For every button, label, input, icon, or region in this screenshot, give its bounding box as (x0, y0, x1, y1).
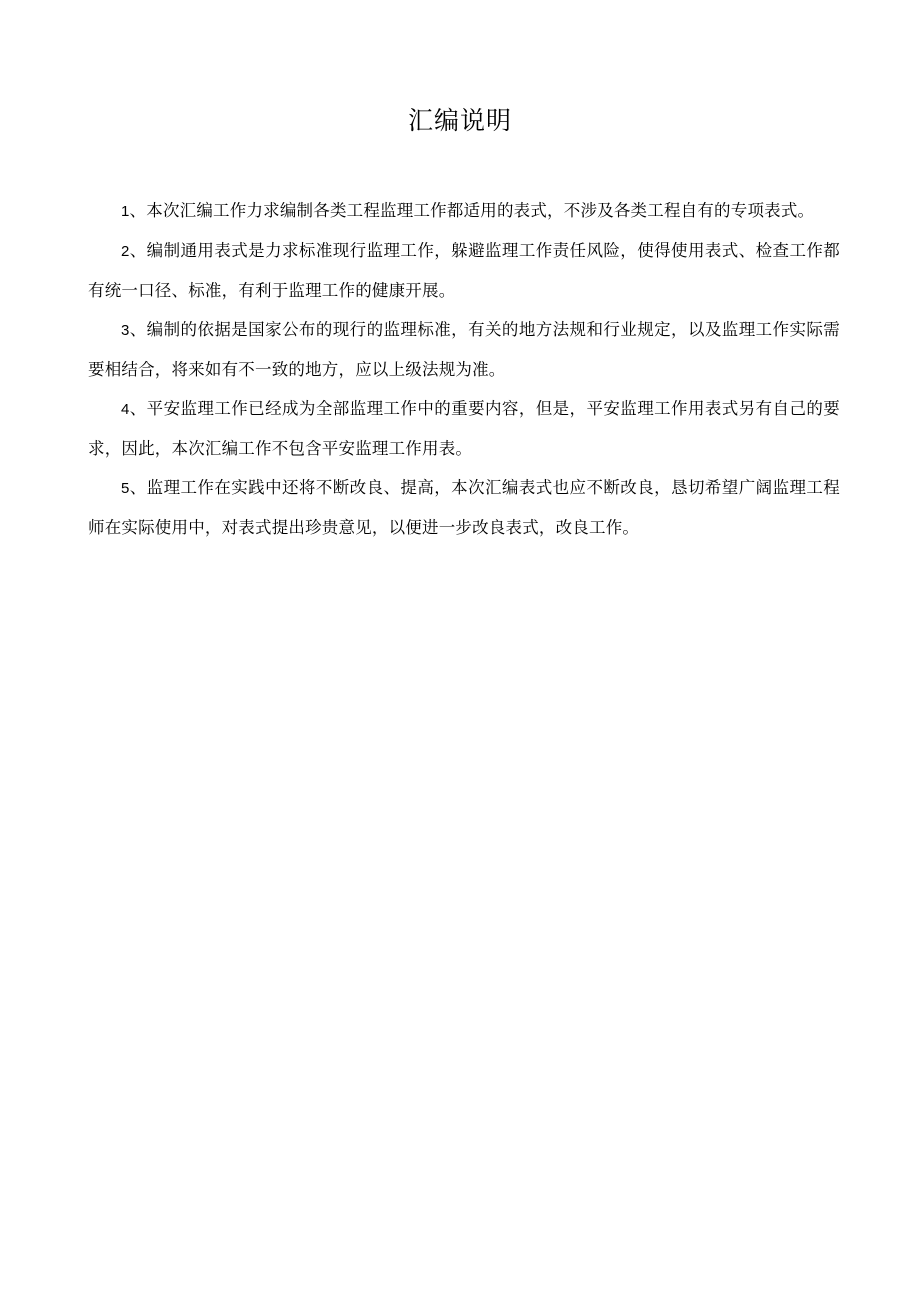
paragraph-1 (88, 191, 840, 231)
paragraph-text: 、监理工作在实践中还将不断改良、提高，本次汇编表式也应不断改良，恳切希望广阔监理工程师在实际使用中，对表式提出珍贵意见，以便进一步改良表式，改良工作。 (88, 478, 840, 537)
paragraph-number: 3 (121, 322, 130, 339)
paragraph-number: 4 (121, 401, 130, 418)
paragraph-number: 2 (121, 243, 130, 260)
paragraph-text: 、平安监理工作已经成为全部监理工作中的重要内容，但是，平安监理工作用表式另有自己的要求，因此，本次汇编工作不包含平安监理工作用表。 (88, 399, 840, 458)
paragraph-4 (88, 389, 840, 468)
paragraph-5 (88, 468, 840, 547)
paragraph-3 (88, 310, 840, 389)
paragraph-text: 、编制的依据是国家公布的现行的监理标准，有关的地方法规和行业规定，以及监理工作实际需要相结合，将来如有不一致的地方，应以上级法规为准。 (88, 320, 840, 379)
paragraph-2 (88, 231, 840, 310)
document-body (88, 191, 840, 547)
paragraph-text: 、本次汇编工作力求编制各类工程监理工作都适用的表式，不涉及各类工程自有的专项表式。 (129, 201, 815, 220)
paragraph-text: 、编制通用表式是力求标准现行监理工作，躲避监理工作责任风险，使得使用表式、检查工作都有统一口径、标准，有利于监理工作的健康开展。 (88, 241, 840, 300)
paragraph-number: 1 (121, 203, 130, 220)
document-title: 汇编说明 (407, 106, 512, 135)
paragraph-number: 5 (121, 480, 130, 497)
